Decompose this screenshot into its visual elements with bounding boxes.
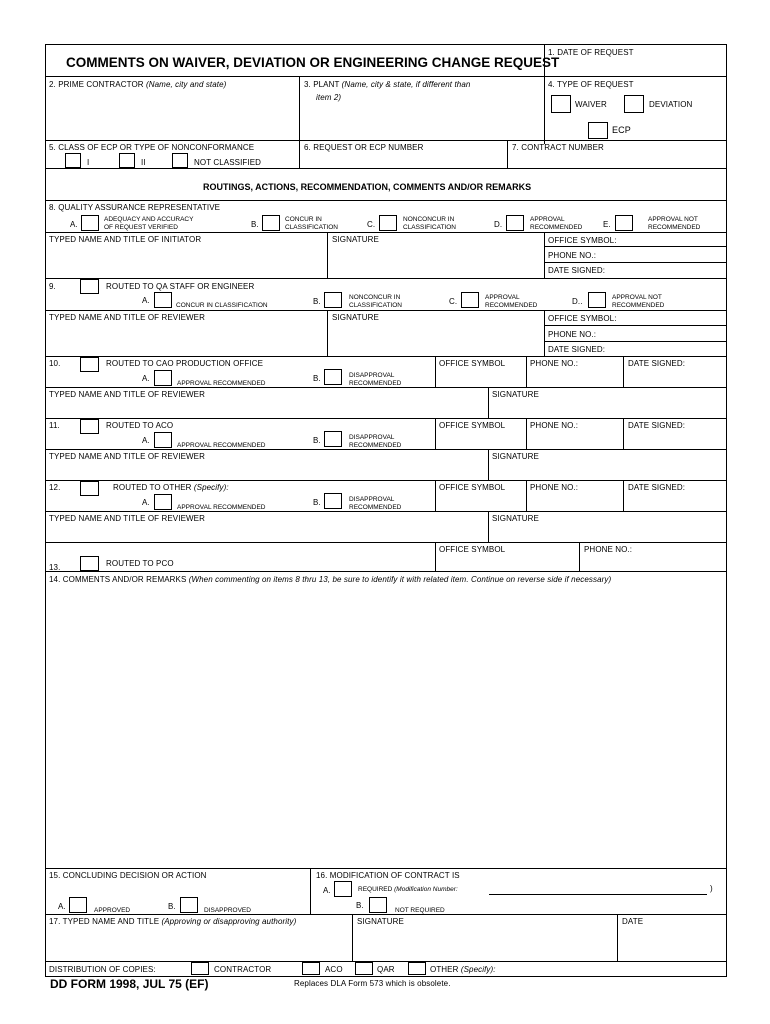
s11-phone-label: PHONE NO.: <box>530 421 579 430</box>
s17-date-field[interactable] <box>618 928 724 960</box>
s17-signature-label: SIGNATURE <box>357 917 404 926</box>
contract-number-label: 7. CONTRACT NUMBER <box>512 143 604 152</box>
request-number-field[interactable] <box>300 153 506 168</box>
waiver-checkbox[interactable] <box>551 95 571 113</box>
s11-label: ROUTED TO ACO <box>106 421 174 430</box>
s8-c-checkbox[interactable] <box>379 215 397 231</box>
s11-routed-checkbox[interactable] <box>80 419 99 434</box>
prime-contractor-field[interactable] <box>46 90 298 140</box>
s11-date-signed-label: DATE SIGNED: <box>628 421 686 430</box>
request-number-label: 6. REQUEST OR ECP NUMBER <box>304 143 424 152</box>
ecp-checkbox[interactable] <box>588 122 608 139</box>
prime-contractor-label: 2. PRIME CONTRACTOR (Name, city and state) <box>49 80 227 89</box>
not-classified-checkbox[interactable] <box>172 153 188 168</box>
s8-date-signed-label: DATE SIGNED: <box>548 266 606 275</box>
s9-signature-label: SIGNATURE <box>332 313 379 322</box>
class-of-ecp-label: 5. CLASS OF ECP OR TYPE OF NONCONFORMANCE <box>49 143 255 152</box>
s14-comments-field[interactable] <box>46 586 724 866</box>
s10-typed-name-label: TYPED NAME AND TITLE OF REVIEWER <box>49 390 205 399</box>
distribution-qar-checkbox[interactable] <box>355 962 373 975</box>
s8-phone-label: PHONE NO.: <box>548 251 597 260</box>
s10-routed-checkbox[interactable] <box>80 357 99 372</box>
s15-disapproved-checkbox[interactable] <box>180 897 198 913</box>
s10-a-checkbox[interactable] <box>154 370 172 386</box>
s8-typed-name-label: TYPED NAME AND TITLE OF INITIATOR <box>49 235 202 244</box>
distribution-aco-checkbox[interactable] <box>302 962 320 975</box>
s11-office-symbol-label: OFFICE SYMBOL <box>439 421 506 430</box>
s9-b-checkbox[interactable] <box>324 292 342 308</box>
s12-office-symbol-label: OFFICE SYMBOL <box>439 483 506 492</box>
s11-signature-field[interactable] <box>489 462 724 479</box>
ecp-label: ECP <box>612 125 631 135</box>
s10-label: ROUTED TO CAO PRODUCTION OFFICE <box>106 359 264 368</box>
s9-date-signed-label: DATE SIGNED: <box>548 345 606 354</box>
s12-date-signed-label: DATE SIGNED: <box>628 483 686 492</box>
s15-approved-checkbox[interactable] <box>69 897 87 913</box>
plant-field[interactable] <box>300 104 543 140</box>
s9-phone-label: PHONE NO.: <box>548 330 597 339</box>
s11-typed-name-field[interactable] <box>46 462 486 479</box>
distribution-other-checkbox[interactable] <box>408 962 426 975</box>
s12-a-checkbox[interactable] <box>154 494 172 510</box>
s12-typed-name-label: TYPED NAME AND TITLE OF REVIEWER <box>49 514 205 523</box>
s16-modification-number-field[interactable] <box>489 894 707 895</box>
routings-heading: ROUTINGS, ACTIONS, RECOMMENDATION, COMMENTS AND/OR REMARKS <box>203 182 532 192</box>
class-ii-checkbox[interactable] <box>119 153 135 168</box>
s9-c-checkbox[interactable] <box>461 292 479 308</box>
s8-b-checkbox[interactable] <box>262 215 280 231</box>
s8-office-symbol-label: OFFICE SYMBOL: <box>548 236 617 245</box>
s9-typed-name-field[interactable] <box>46 323 326 355</box>
s10-phone-label: PHONE NO.: <box>530 359 579 368</box>
s17-signature-field[interactable] <box>353 928 616 960</box>
s16-required-checkbox[interactable] <box>334 881 352 897</box>
s15-label: 15. CONCLUDING DECISION OR ACTION <box>49 871 207 880</box>
s12-b-checkbox[interactable] <box>324 493 342 509</box>
distribution-contractor-checkbox[interactable] <box>191 962 209 975</box>
s17-date-label: DATE <box>622 917 644 926</box>
s13-phone-label: PHONE NO.: <box>584 545 633 554</box>
s10-office-symbol-label: OFFICE SYMBOL <box>439 359 506 368</box>
deviation-checkbox[interactable] <box>624 95 644 113</box>
s13-routed-checkbox[interactable] <box>80 556 99 571</box>
s8-e-checkbox[interactable] <box>615 215 633 231</box>
s8-a-checkbox[interactable] <box>81 215 99 231</box>
s10-typed-name-field[interactable] <box>46 400 486 417</box>
s12-phone-label: PHONE NO.: <box>530 483 579 492</box>
s17-label: 17. TYPED NAME AND TITLE (Approving or disapproving authority) <box>49 917 297 926</box>
s14-label: 14. COMMENTS AND/OR REMARKS (When commenting on items 8 thru 13, be sure to identify it with related item. Continue on reverse side if necessary) <box>49 575 612 584</box>
s16-required-label: REQUIRED (Modification Number: <box>358 886 458 893</box>
s8-label: 8. QUALITY ASSURANCE REPRESENTATIVE <box>49 203 221 212</box>
form-number: DD FORM 1998, JUL 75 (EF) <box>50 977 209 991</box>
s12-signature-field[interactable] <box>489 524 724 541</box>
s10-b-checkbox[interactable] <box>324 369 342 385</box>
deviation-label: DEVIATION <box>649 100 693 109</box>
plant-label: 3. PLANT (Name, city & state, if different than <box>304 80 471 89</box>
s16-not-required-checkbox[interactable] <box>369 897 387 913</box>
s11-a-checkbox[interactable] <box>154 432 172 448</box>
s11-signature-label: SIGNATURE <box>492 452 539 461</box>
s13-office-symbol-label: OFFICE SYMBOL <box>439 545 506 554</box>
s17-typed-name-field[interactable] <box>46 928 351 960</box>
class-i-checkbox[interactable] <box>65 153 81 168</box>
s9-office-symbol-label: OFFICE SYMBOL: <box>548 314 617 323</box>
s8-typed-name-field[interactable] <box>46 245 326 277</box>
s11-typed-name-label: TYPED NAME AND TITLE OF REVIEWER <box>49 452 205 461</box>
waiver-label: WAIVER <box>575 100 607 109</box>
s8-signature-field[interactable] <box>328 245 543 277</box>
s12-label: ROUTED TO OTHER (Specify): <box>113 483 229 492</box>
date-of-request-label: 1. DATE OF REQUEST <box>548 48 634 57</box>
s9-label: ROUTED TO QA STAFF OR ENGINEER <box>106 282 255 291</box>
s12-routed-checkbox[interactable] <box>80 481 99 496</box>
form-title: COMMENTS ON WAIVER, DEVIATION OR ENGINEERING CHANGE REQUEST <box>66 55 560 70</box>
s9-a-checkbox[interactable] <box>154 292 172 308</box>
s10-signature-field[interactable] <box>489 400 724 417</box>
not-classified-label: NOT CLASSIFIED <box>194 158 262 167</box>
footer-note: Replaces DLA Form 573 which is obsolete. <box>294 979 451 988</box>
s9-routed-checkbox[interactable] <box>80 279 99 294</box>
s8-d-checkbox[interactable] <box>506 215 524 231</box>
type-of-request-label: 4. TYPE OF REQUEST <box>548 80 634 89</box>
contract-number-field[interactable] <box>508 153 724 168</box>
distribution-other-label: OTHER (Specify): <box>430 965 496 974</box>
s16-label: 16. MODIFICATION OF CONTRACT IS <box>316 871 460 880</box>
s12-signature-label: SIGNATURE <box>492 514 539 523</box>
class-i-label: I <box>87 158 90 167</box>
s9-typed-name-label: TYPED NAME AND TITLE OF REVIEWER <box>49 313 205 322</box>
plant-hint: item 2) <box>316 93 342 102</box>
s10-signature-label: SIGNATURE <box>492 390 539 399</box>
s9-d-checkbox[interactable] <box>588 292 606 308</box>
class-ii-label: II <box>141 158 146 167</box>
s9-signature-field[interactable] <box>328 323 543 355</box>
date-of-request-field[interactable] <box>546 58 724 74</box>
s11-b-checkbox[interactable] <box>324 431 342 447</box>
s13-label: ROUTED TO PCO <box>106 559 174 568</box>
distribution-label: DISTRIBUTION OF COPIES: <box>49 965 156 974</box>
s10-date-signed-label: DATE SIGNED: <box>628 359 686 368</box>
s8-signature-label: SIGNATURE <box>332 235 379 244</box>
s12-typed-name-field[interactable] <box>46 524 486 541</box>
